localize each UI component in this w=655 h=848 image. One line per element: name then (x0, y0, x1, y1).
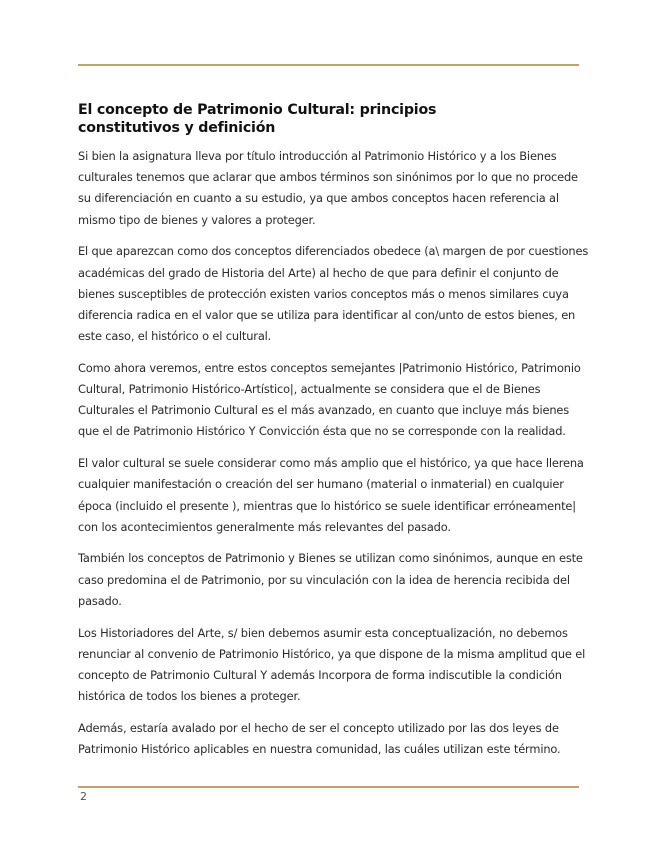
paragraph-line: Como ahora veremos, entre estos conceptos semejantes |Patrimonio Histórico, Patrimonio (78, 360, 581, 375)
paragraph (78, 358, 583, 443)
footer-divider (78, 786, 579, 788)
paragraph-line: renunciar al convenio de Patrimonio Histórico, ya que dispone de la misma amplitud que el (78, 646, 586, 661)
section-title-line: El concepto de Patrimonio Cultural: principios (78, 102, 437, 118)
paragraph (78, 453, 583, 538)
section-title (78, 101, 583, 137)
paragraph-line: que el de Patrimonio Histórico Y Convicción ésta que no se corresponde con la realidad. (78, 424, 566, 439)
document-body (78, 101, 589, 771)
paragraph-line: histórica de todos los bienes a proteger. (78, 689, 301, 704)
paragraph (78, 146, 583, 231)
paragraph-line: este caso, el histórico o el cultural. (78, 329, 272, 344)
paragraph-line: cualquier manifestación o creación del ser humano (material o inmaterial) en cualquier (78, 477, 564, 492)
paragraph-line: El que aparezcan como dos conceptos diferenciados obedece (a\ margen de por cuestiones (78, 244, 589, 259)
paragraph-line: Cultural, Patrimonio Histórico-Artístico|, actualmente se considera que el de Bienes (78, 382, 541, 397)
paragraph-line: diferencia radica en el valor que se utiliza para identificar al con/unto de estos bienes, en (78, 307, 576, 322)
paragraph-line: concepto de Patrimonio Cultural Y además Incorpora de forma indiscutible la condición (78, 667, 562, 682)
paragraph (78, 241, 589, 347)
paragraph-line: pasado. (78, 593, 122, 608)
paragraph-line: Además, estaría avalado por el hecho de ser el concepto utilizado por las dos leyes de (78, 720, 559, 735)
paragraph-line: mismo tipo de bienes y valores a proteger. (78, 212, 316, 227)
paragraph-line: Culturales el Patrimonio Cultural es el más avanzado, en cuanto que incluye más bienes (78, 403, 570, 418)
paragraph (78, 718, 583, 760)
paragraph-line: Los Historiadores del Arte, s/ bien debemos asumir esta conceptualización, no debemos (78, 625, 568, 640)
header-divider (78, 64, 579, 66)
paragraph-line: culturales tenemos que aclarar que ambos términos son sinónimos por lo que no procede (78, 170, 578, 185)
paragraph-line: Patrimonio Histórico aplicables en nuestra comunidad, las cuáles utilizan este término. (78, 742, 561, 757)
paragraph-line: bienes susceptibles de protección existen varios conceptos más o menos similares cuya (78, 286, 569, 301)
paragraph-line: su diferenciación en cuanto a su estudio, ya que ambos conceptos hacen referencia al (78, 191, 559, 206)
paragraph-line: con los acontecimientos generalmente más relevantes del pasado. (78, 519, 451, 534)
paragraph-line: El valor cultural se suele considerar como más amplio que el histórico, ya que hace llerena (78, 456, 584, 471)
page-number: 2 (80, 790, 87, 803)
paragraph (78, 623, 586, 708)
paragraph-line: caso predomina el de Patrimonio, por su vinculación con la idea de herencia recibida del (78, 572, 570, 587)
paragraph-line: época (incluido el presente ), mientras que lo histórico se suele identificar erróneamente| (78, 498, 576, 513)
paragraph-line: También los conceptos de Patrimonio y Bienes se utilizan como sinónimos, aunque en este (78, 551, 583, 566)
section-title-line: constitutivos y definición (78, 120, 276, 136)
paragraph-line: académicas del grado de Historia del Arte) al hecho de que para definir el conjunto de (78, 265, 559, 280)
paragraph (78, 548, 583, 612)
paragraph-line: Si bien la asignatura lleva por título introducción al Patrimonio Histórico y a los Bienes (78, 149, 557, 163)
